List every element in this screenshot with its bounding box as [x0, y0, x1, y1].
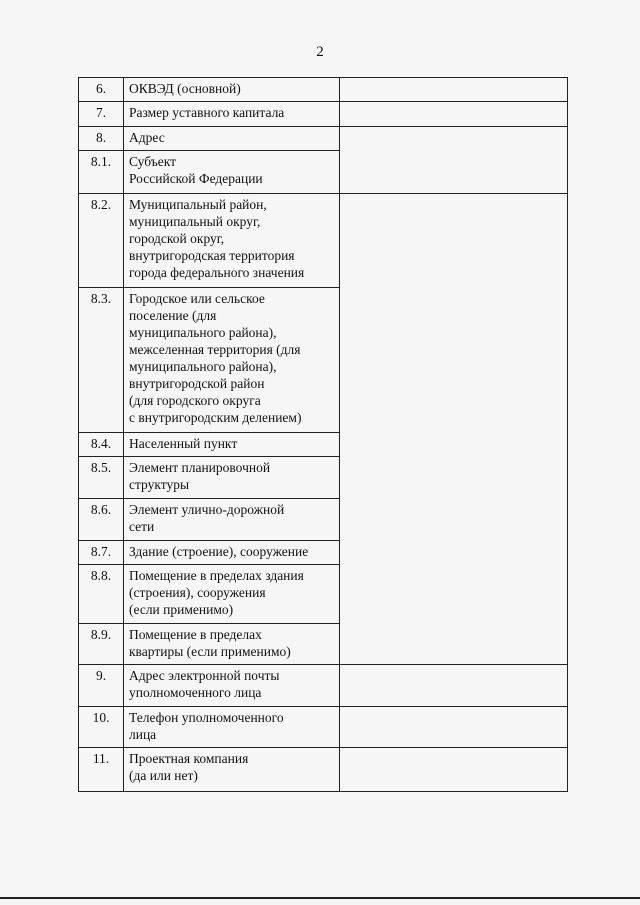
row-number: 8.3. — [79, 288, 124, 433]
row-number: 8.6. — [79, 499, 124, 541]
table-row — [79, 748, 568, 792]
row-label — [124, 665, 340, 707]
row-label-text: Адрес — [129, 130, 165, 145]
row-label-text: Телефон уполномоченного лица — [129, 710, 284, 742]
row-number: 8.1. — [79, 151, 124, 194]
table-row — [79, 665, 568, 707]
row-number: 11. — [79, 748, 124, 792]
row-label — [124, 748, 340, 792]
row-number: 8.4. — [79, 433, 124, 457]
page-number: 2 — [316, 44, 324, 60]
table-row — [79, 102, 568, 127]
table-row — [79, 194, 568, 288]
row-label — [124, 565, 340, 624]
row-label — [124, 433, 340, 457]
row-label — [124, 151, 340, 194]
row-label-text: Элемент улично-дорожной сети — [129, 502, 285, 534]
row-label — [124, 499, 340, 541]
row-number: 8. — [79, 127, 124, 151]
row-label — [124, 624, 340, 665]
row-label — [124, 707, 340, 748]
table-row — [79, 78, 568, 102]
row-label-text: Адрес электронной почты уполномоченного лица — [129, 668, 280, 700]
row-label-text: Размер уставного капитала — [129, 105, 285, 120]
value-cell-okved[interactable] — [340, 78, 568, 102]
row-label-text: Элемент планировочной структуры — [129, 460, 271, 492]
row-label-text: Здание (строение), сооружение — [129, 544, 309, 559]
row-number: 9. — [79, 665, 124, 707]
row-label-text: Помещение в пределах квартиры (если применимо) — [129, 627, 291, 659]
row-label — [124, 288, 340, 433]
value-cell-address-details[interactable] — [340, 194, 568, 665]
row-label-text: Муниципальный район, муниципальный округ, городской округ, внутригородская территория города федерального значения — [129, 197, 305, 280]
row-label-text: Проектная компания (да или нет) — [129, 751, 249, 783]
form-table — [78, 77, 568, 792]
row-label-text: ОКВЭД (основной) — [129, 81, 241, 96]
row-label-text: Городское или сельское поселение (для муниципального района), межселенная территория (для муниципального района), внутригородской район (для городского округа с внутригородским делением) — [129, 291, 302, 425]
row-number: 8.2. — [79, 194, 124, 288]
row-number: 8.5. — [79, 457, 124, 499]
table-row — [79, 707, 568, 748]
row-label — [124, 457, 340, 499]
row-label-text: Субъект Российской Федерации — [129, 154, 263, 186]
row-label — [124, 102, 340, 127]
value-cell-project-company[interactable] — [340, 748, 568, 792]
row-number: 7. — [79, 102, 124, 127]
row-label — [124, 541, 340, 565]
value-cell-region[interactable] — [340, 127, 568, 194]
table-row — [79, 127, 568, 151]
row-number: 8.8. — [79, 565, 124, 624]
row-label-text: Помещение в пределах здания (строения), сооружения (если применимо) — [129, 568, 304, 617]
value-cell-capital[interactable] — [340, 102, 568, 127]
row-number: 10. — [79, 707, 124, 748]
row-label-text: Населенный пункт — [129, 436, 238, 451]
row-label — [124, 127, 340, 151]
row-label — [124, 78, 340, 102]
value-cell-email[interactable] — [340, 665, 568, 707]
row-number: 8.7. — [79, 541, 124, 565]
row-number: 8.9. — [79, 624, 124, 665]
row-label — [124, 194, 340, 288]
row-number: 6. — [79, 78, 124, 102]
value-cell-phone[interactable] — [340, 707, 568, 748]
page-bottom-rule — [0, 897, 640, 899]
